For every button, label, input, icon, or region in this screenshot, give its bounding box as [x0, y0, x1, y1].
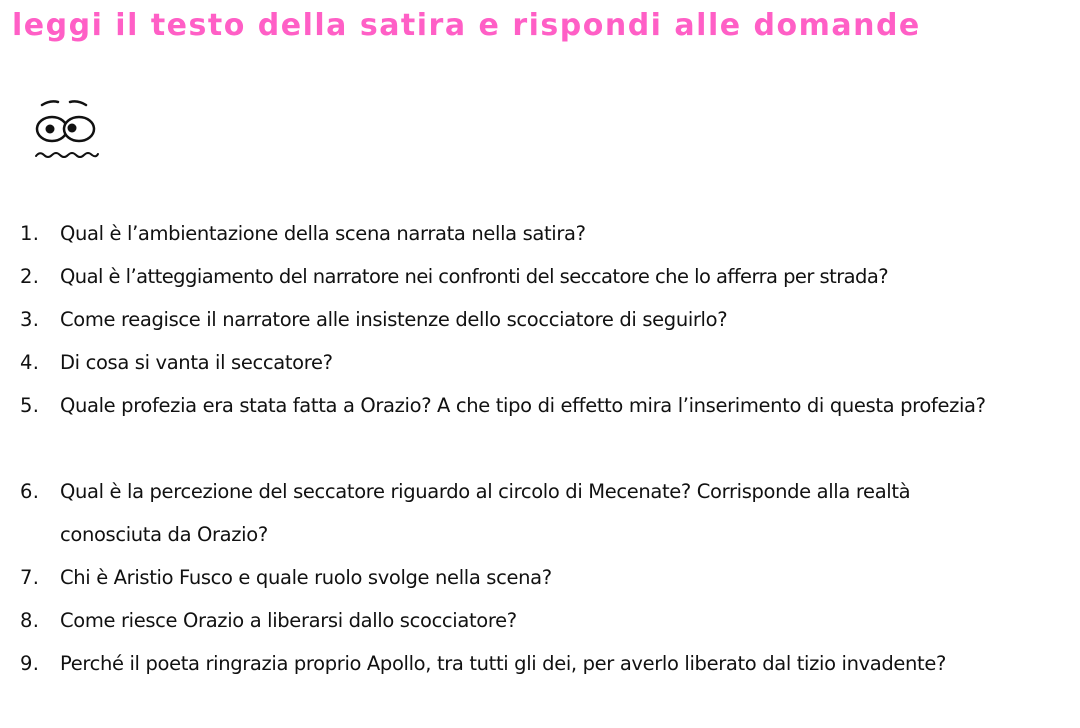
question-text: Perché il poeta ringrazia proprio Apollo, tra tutti gli dei, per averlo liberato dal tizio invadente? [60, 652, 946, 675]
question-text: Qual è l’ambientazione della scena narrata nella satira? [60, 222, 586, 245]
question-5 [20, 384, 1070, 470]
question-text: Qual è l’atteggiamento del narratore nei confronti del seccatore che lo afferra per strada? [60, 265, 889, 288]
question-number: 2. [20, 265, 40, 288]
question-number: 4. [20, 351, 40, 374]
page-title: leggi il testo della satira e rispondi alle domande [12, 8, 921, 43]
question-text: Come reagisce il narratore alle insistenze dello scocciatore di seguirlo? [60, 308, 728, 331]
question-number: 3. [20, 308, 40, 331]
question-8 [20, 599, 1070, 642]
questions-list [20, 212, 1070, 728]
question-7 [20, 556, 1070, 599]
question-3 [20, 298, 1070, 341]
question-number: 9. [20, 652, 40, 675]
question-number: 1. [20, 222, 40, 245]
question-6 [20, 470, 1070, 556]
question-number: 8. [20, 609, 40, 632]
question-number: 6. [20, 480, 40, 503]
question-text: Chi è Aristio Fusco e quale ruolo svolge nella scena? [60, 566, 552, 589]
question-text: Quale profezia era stata fatta a Orazio? A che tipo di effetto mira l’inserimento di questa profezia? [60, 394, 986, 417]
question-9 [20, 642, 1070, 728]
question-number: 5. [20, 394, 40, 417]
question-text: Qual è la percezione del seccatore riguardo al circolo di Mecenate? Corrisponde alla realtà conosciuta da Orazio? [60, 480, 911, 546]
question-number: 7. [20, 566, 40, 589]
question-1 [20, 212, 1070, 255]
question-2 [20, 255, 1070, 298]
question-4 [20, 341, 1070, 384]
worried-face-icon [30, 98, 102, 162]
question-text: Di cosa si vanta il seccatore? [60, 351, 333, 374]
question-text: Come riesce Orazio a liberarsi dallo scocciatore? [60, 609, 517, 632]
